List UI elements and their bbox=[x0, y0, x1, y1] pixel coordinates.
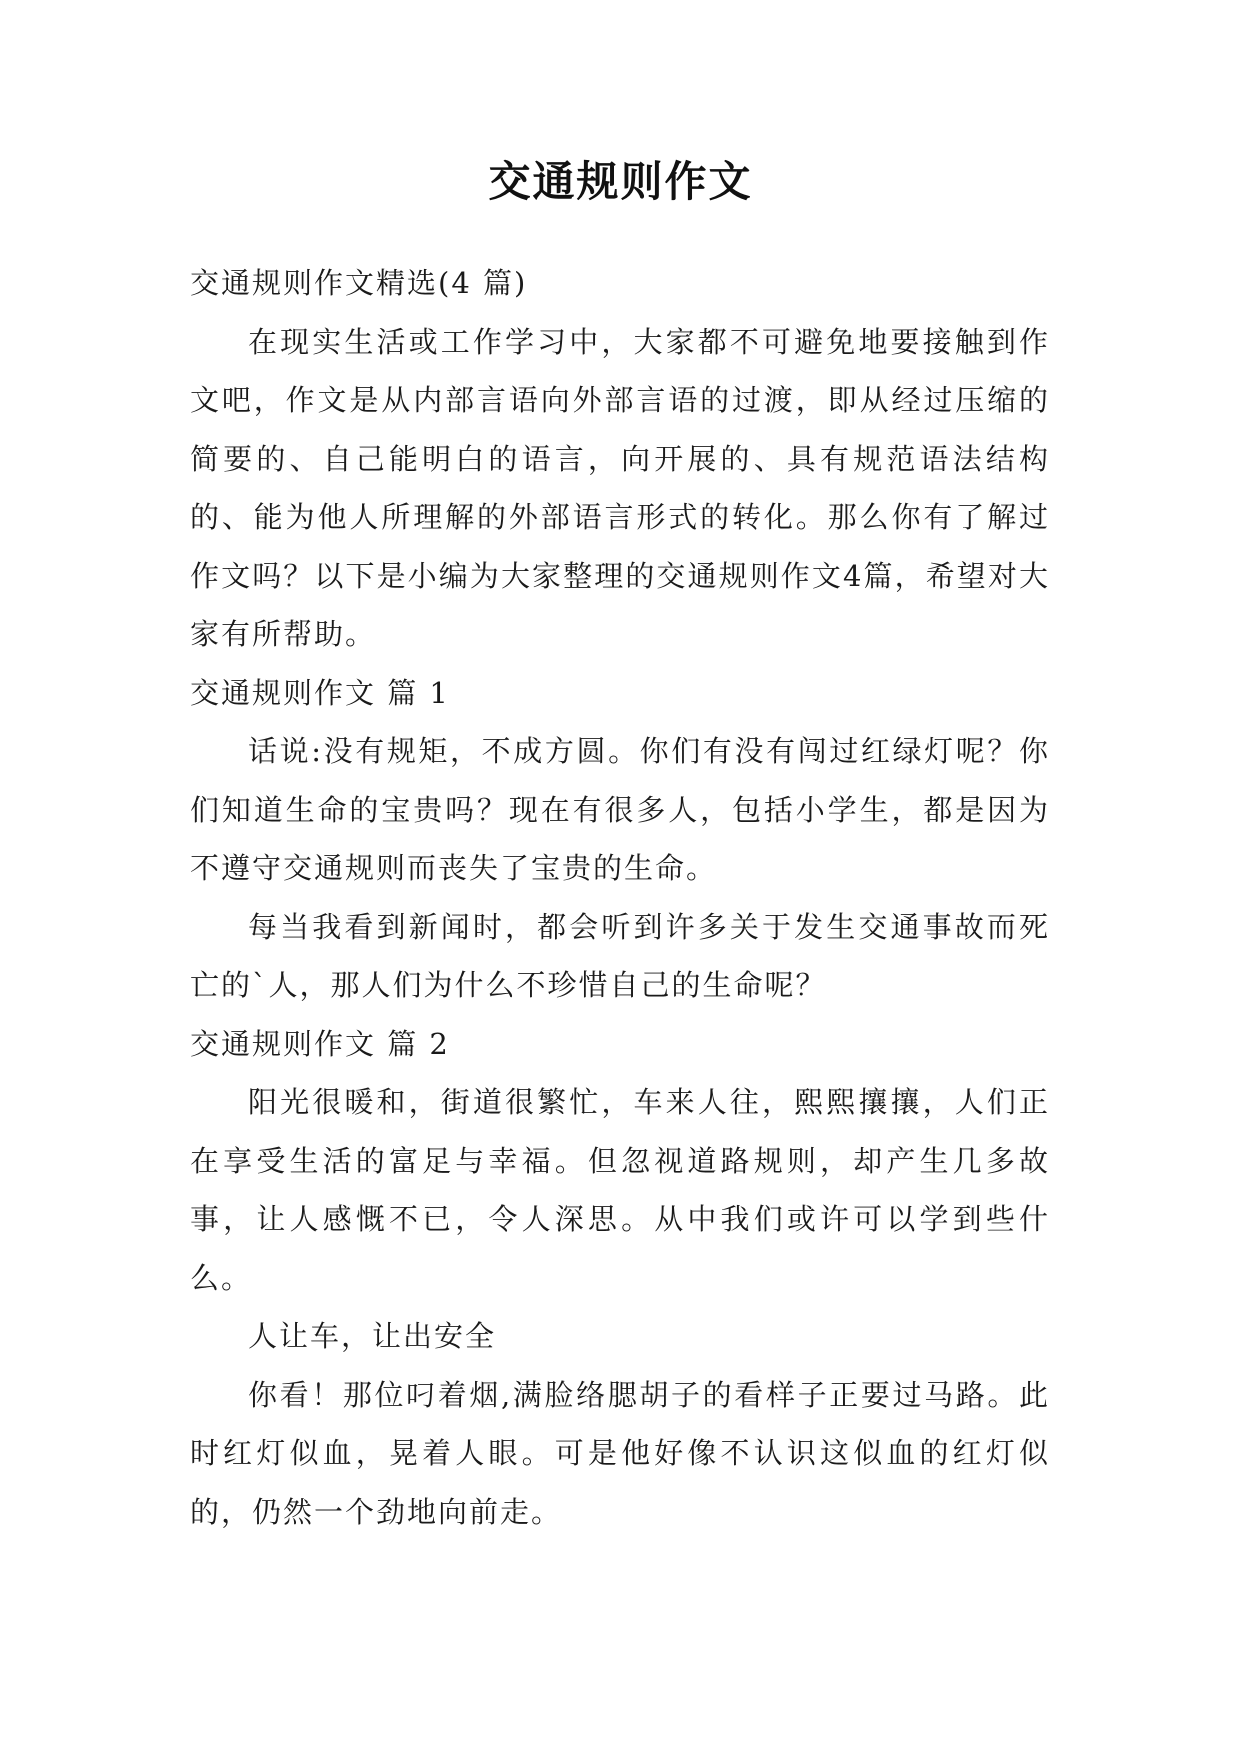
document-title: 交通规则作文 bbox=[488, 157, 753, 206]
document-body bbox=[190, 254, 1050, 1541]
section1-heading: 交通规则作文 篇 1 bbox=[190, 675, 450, 710]
section2-paragraph-2: 你看！那位叼着烟,满脸络腮胡子的看样子正要过马路。此时红灯似血，晃着人眼。可是他好像不认识这似血的红灯似的，仍然一个劲地向前走。 bbox=[190, 1377, 1050, 1529]
section1-paragraph-2: 每当我看到新闻时，都会听到许多关于发生交通事故而死亡的`人，那人们为什么不珍惜自己的生命呢？ bbox=[190, 909, 1050, 1002]
intro-paragraph: 在现实生活或工作学习中，大家都不可避免地要接触到作文吧，作文是从内部言语向外部言语的过渡，即从经过压缩的简要的、自己能明白的语言，向开展的、具有规范语法结构的、能为他人所理解的外部语言形式的转化。那么你有了解过作文吗？以下是小编为大家整理的交通规则作文4篇，希望对大家有所帮助。 bbox=[190, 324, 1050, 651]
intro-heading: 交通规则作文精选(4 篇) bbox=[190, 266, 528, 300]
section2-heading: 交通规则作文 篇 2 bbox=[190, 1026, 450, 1061]
section1-paragraph-1: 话说:没有规矩，不成方圆。你们有没有闯过红绿灯呢？你们知道生命的宝贵吗？现在有很多人，包括小学生，都是因为不遵守交通规则而丧失了宝贵的生命。 bbox=[190, 734, 1050, 885]
section2-subtitle: 人让车，让出安全 bbox=[248, 1319, 497, 1353]
section2-paragraph-1: 阳光很暖和，街道很繁忙，车来人往，熙熙攘攘，人们正在享受生活的富足与幸福。但忽视道路规则，却产生几多故事，让人感慨不已，令人深思。从中我们或许可以学到些什么。 bbox=[190, 1085, 1050, 1295]
